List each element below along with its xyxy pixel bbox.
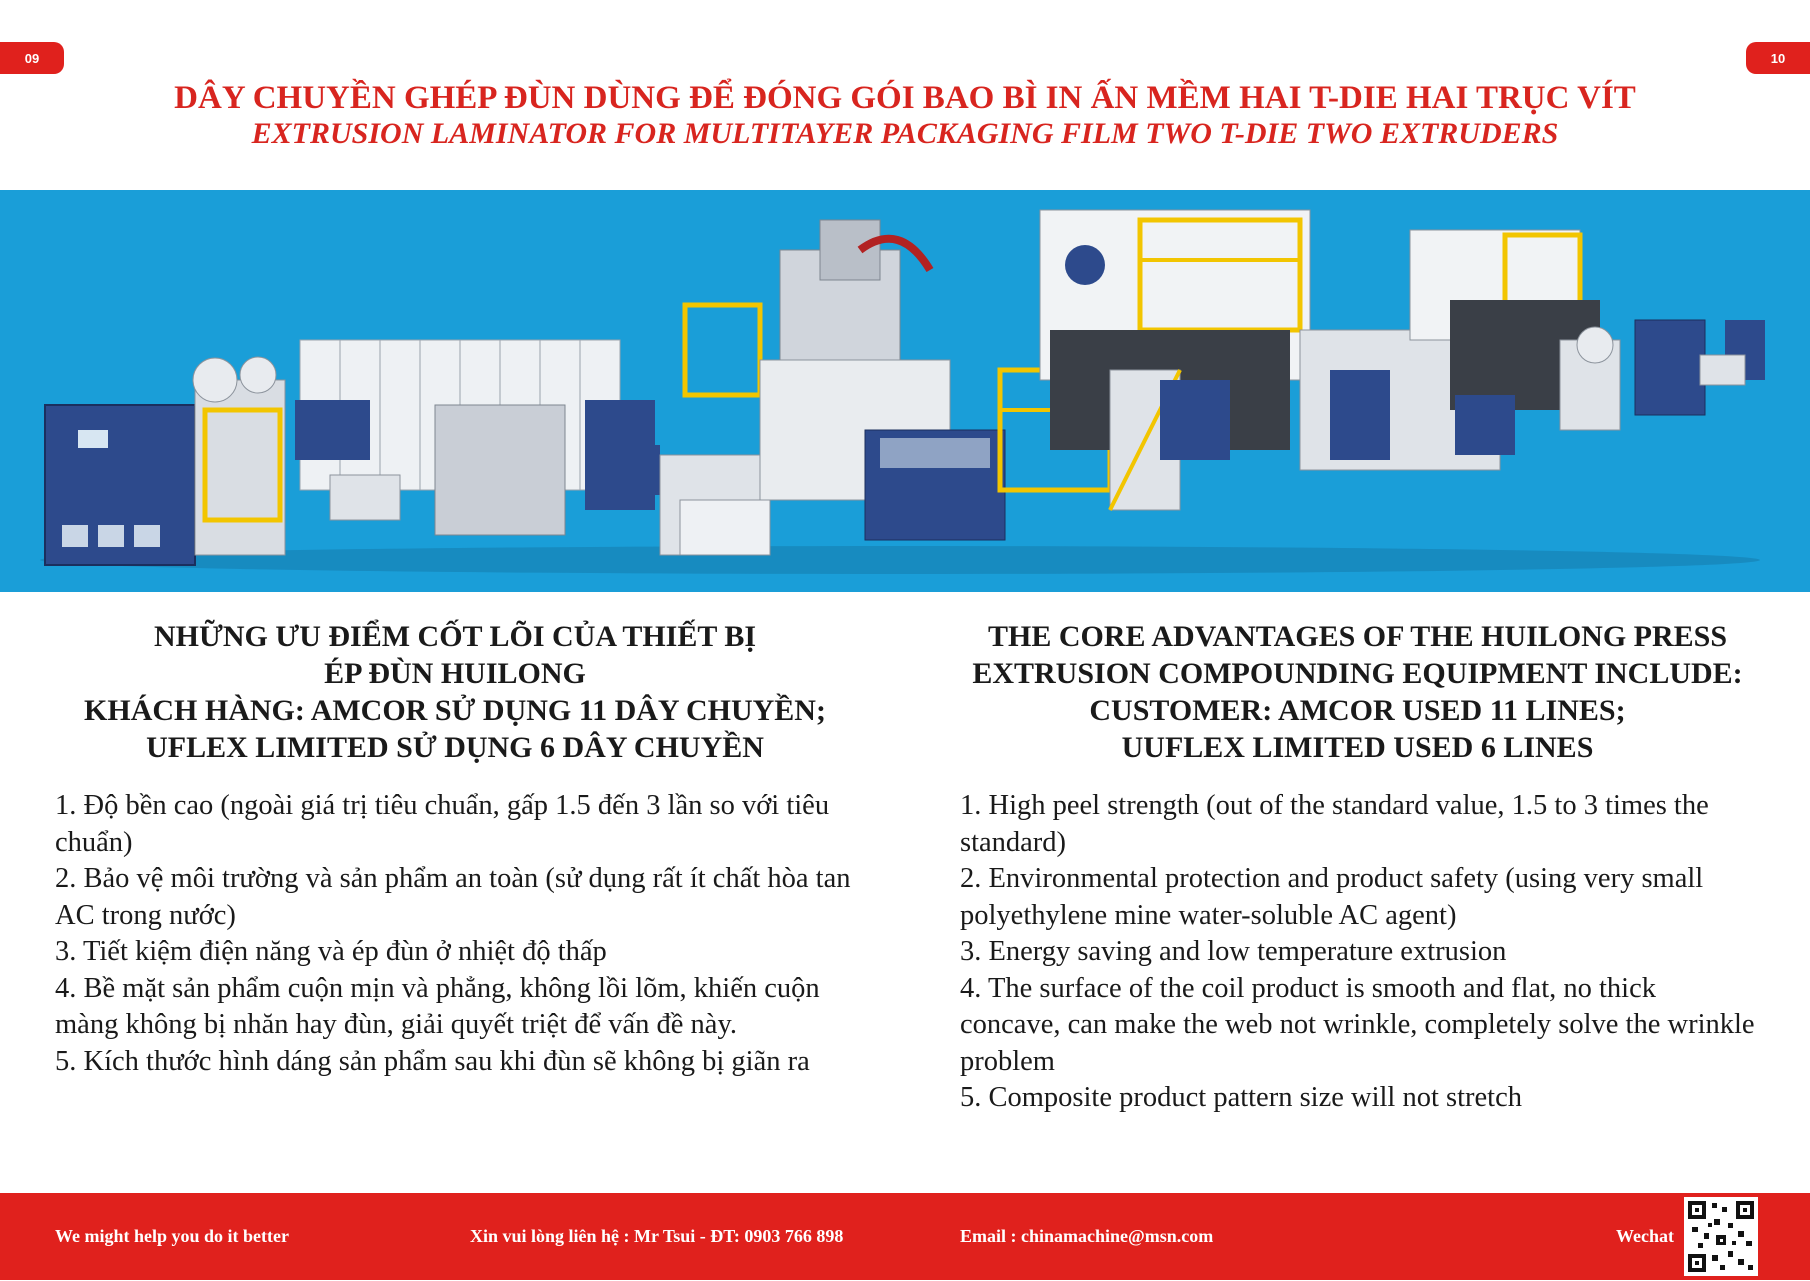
advantages-list-vietnamese [55, 788, 855, 1080]
list-item: 1. High peel strength (out of the standard value, 1.5 to 3 times the standard) [960, 790, 1709, 858]
footer-wechat-label: Wechat [1616, 1226, 1674, 1246]
list-item: 4. Bề mặt sản phẩm cuộn mịn và phẳng, không lồi lõm, khiến cuộn màng không bị nhăn hay đùn, giải quyết triệt để vấn đề này. [55, 972, 820, 1040]
footer-contact: Xin vui lòng liên hệ : Mr Tsui - ĐT: 0903 766 898 [470, 1226, 844, 1246]
page-title-vietnamese: DÂY CHUYỀN GHÉP ĐÙN DÙNG ĐỂ ĐÓNG GÓI BAO BÌ IN ẤN MỀM HAI T-DIE HAI TRỤC VÍT [174, 80, 1636, 116]
page-title-english: EXTRUSION LAMINATOR FOR MULTITAYER PACKAGING FILM TWO T-DIE TWO EXTRUDERS [251, 117, 1559, 150]
advantages-heading-english [950, 618, 1765, 766]
heading-line: ÉP ĐÙN HUILONG [324, 657, 586, 690]
list-item: 3. Energy saving and low temperature extrusion [960, 936, 1507, 967]
page-number-right: 10 [1746, 42, 1810, 74]
list-item: 3. Tiết kiệm điện năng và ép đùn ở nhiệt độ thấp [55, 936, 607, 967]
footer-email: Email : chinamachine@msn.com [960, 1226, 1214, 1246]
list-item: 5. Composite product pattern size will not stretch [960, 1082, 1522, 1113]
list-item: 2. Bảo vệ môi trường và sản phẩm an toàn (sử dụng rất ít chất hòa tan AC trong nước) [55, 863, 851, 931]
heading-line: KHÁCH HÀNG: AMCOR SỬ DỤNG 11 DÂY CHUYỀN; [84, 694, 826, 727]
footer-slogan: We might help you do it better [55, 1226, 289, 1246]
heading-line: NHỮNG ƯU ĐIỂM CỐT LÕI CỦA THIẾT BỊ [153, 620, 757, 653]
page-number-left: 09 [0, 42, 64, 74]
heading-line: CUSTOMER: AMCOR USED 11 LINES; [1089, 694, 1626, 727]
advantages-list-english [960, 788, 1760, 1117]
list-item: 2. Environmental protection and product safety (using very small polyethylene mine water-soluble AC agent) [960, 863, 1704, 931]
heading-line: EXTRUSION COMPOUNDING EQUIPMENT INCLUDE: [972, 657, 1743, 690]
machine-banner-image [0, 190, 1810, 592]
advantages-heading-vietnamese [45, 618, 865, 766]
heading-line: THE CORE ADVANTAGES OF THE HUILONG PRESS [987, 620, 1728, 653]
heading-line: UUFLEX LIMITED USED 6 LINES [1121, 731, 1594, 764]
list-item: 5. Kích thước hình dáng sản phẩm sau khi đùn sẽ không bị giãn ra [55, 1045, 810, 1077]
list-item: 4. The surface of the coil product is smooth and flat, no thick concave, can make the web not wrinkle, completely solve the wrinkle problem [960, 972, 1755, 1077]
wechat-qr-code-icon [1684, 1197, 1758, 1276]
list-item: 1. Độ bền cao (ngoài giá trị tiêu chuẩn, gấp 1.5 đến 3 lần so với tiêu chuẩn) [55, 790, 830, 858]
heading-line: UFLEX LIMITED SỬ DỤNG 6 DÂY CHUYỀN [146, 731, 764, 764]
extrusion-laminator-machine-photo [0, 190, 1810, 592]
